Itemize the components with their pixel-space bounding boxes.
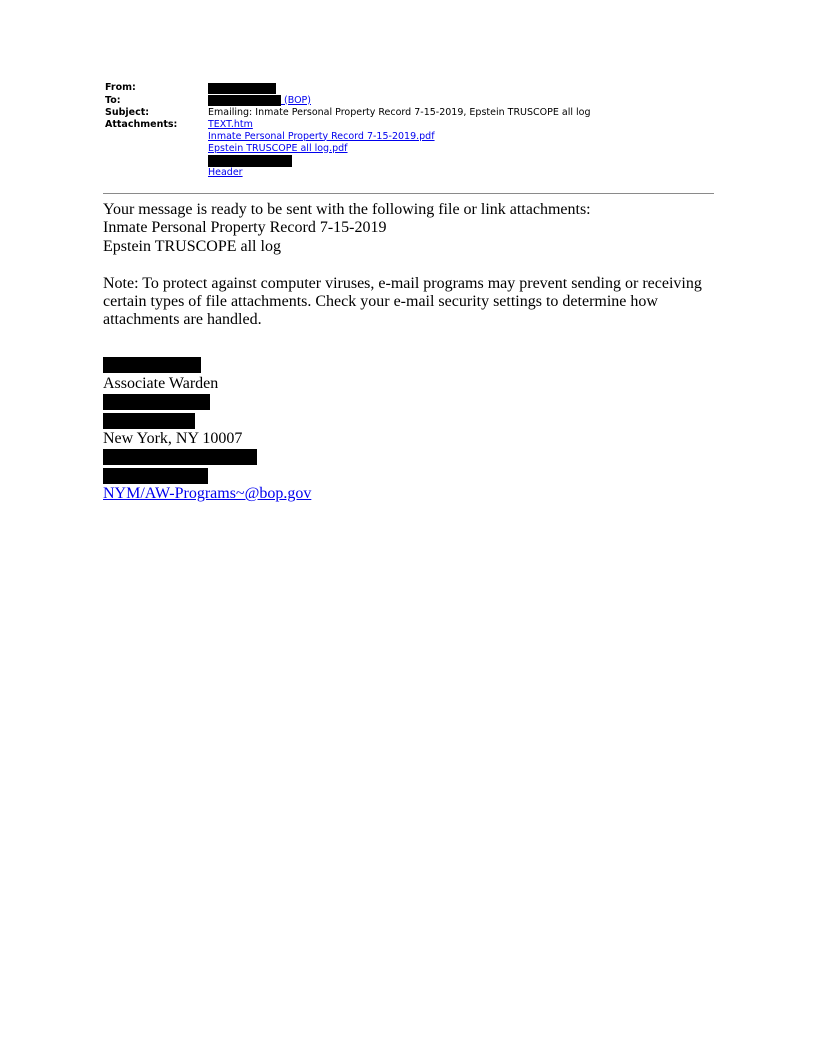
subject-value: Emailing: Inmate Personal Property Record 7-15-2019, Epstein TRUSCOPE all log [208, 106, 591, 118]
blank-line [103, 330, 723, 348]
to-label: To: [105, 94, 121, 106]
redacted-attachment [208, 155, 715, 167]
to-value [208, 95, 715, 107]
from-value [208, 82, 715, 95]
subject-row [105, 107, 715, 119]
redaction-box [208, 83, 276, 94]
file-item: Epstein TRUSCOPE all log [103, 237, 281, 255]
attachments-row [105, 119, 715, 179]
signature-redacted-line [103, 467, 723, 485]
signature-city: New York, NY 10007 [103, 429, 243, 447]
attachment-link[interactable]: TEXT.htm [208, 118, 253, 130]
redaction-box [103, 449, 257, 465]
signature-email-link[interactable]: NYM/AW-Programs~@bop.gov [103, 484, 312, 502]
signature-redacted-line [103, 448, 723, 466]
redaction-box [208, 155, 292, 167]
to-recipient-link[interactable]: (BOP) [281, 94, 311, 106]
security-note: Note: To protect against computer viruses, e-mail programs may prevent sending or receiving certain types of file attachments. Check your e-mail security settings to determine how attachments are handled. [103, 274, 702, 329]
blank-line [103, 256, 723, 274]
attachment-link[interactable]: Header [208, 166, 243, 178]
attachments-list [208, 119, 715, 179]
message-body [103, 201, 723, 503]
email-header [105, 82, 715, 179]
attachment-link[interactable]: Inmate Personal Property Record 7-15-2019.pdf [208, 130, 435, 142]
signature-redacted-name [103, 356, 723, 374]
attachments-label: Attachments: [105, 118, 178, 130]
redaction-box [103, 413, 195, 429]
redaction-box [208, 95, 281, 106]
file-item: Inmate Personal Property Record 7-15-2019 [103, 219, 387, 237]
signature-redacted-line [103, 411, 723, 429]
signature-redacted-line [103, 393, 723, 411]
redaction-box [103, 468, 208, 484]
message-intro: Your message is ready to be sent with the following file or link attachments: [103, 201, 591, 218]
from-row [105, 82, 715, 95]
redaction-box [103, 357, 201, 373]
to-row [105, 95, 715, 107]
attachment-link[interactable]: Epstein TRUSCOPE all log.pdf [208, 142, 348, 154]
signature-title: Associate Warden [103, 374, 219, 392]
from-label: From: [105, 82, 136, 93]
header-divider [103, 193, 714, 194]
redaction-box [103, 394, 210, 410]
subject-label: Subject: [105, 106, 150, 118]
